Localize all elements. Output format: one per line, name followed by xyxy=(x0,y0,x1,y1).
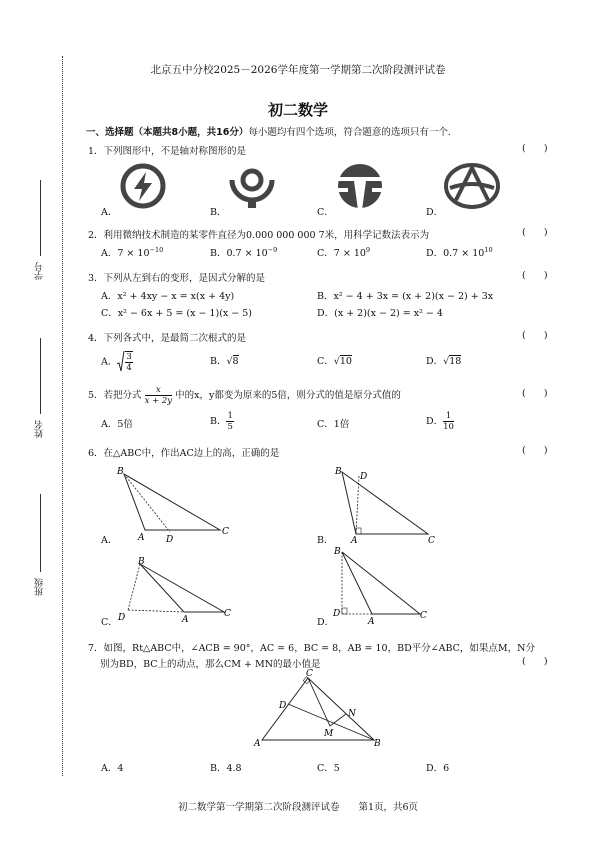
q6-figure-c xyxy=(112,554,236,626)
svg-text:B: B xyxy=(138,557,145,567)
q4-option-a[interactable] xyxy=(101,351,133,373)
q4-option-a-label: A． xyxy=(101,356,118,368)
svg-text:M: M xyxy=(324,729,334,739)
q4-option-a-num: 3 xyxy=(126,352,132,362)
q1-figure-c-bridge-icon xyxy=(332,160,388,212)
answer-paren-4[interactable]: ( ) xyxy=(522,330,548,341)
question-7-line-2: 别为BD，BC上的动点，那么CM + MN的最小值是 xyxy=(100,659,321,670)
q6-option-d[interactable]: D． xyxy=(317,617,335,628)
q2-option-b-exp: −9 xyxy=(267,245,278,254)
q4-option-a-radical xyxy=(117,351,132,373)
q1-option-c[interactable]: C． xyxy=(317,207,334,218)
q6-figure-a xyxy=(112,462,232,544)
q5-text-b: 中的x，y都变为原来的5倍，则分式的值是原分式值的 xyxy=(175,390,401,401)
question-6: 6．在△ABC中，作出AC边上的高，正确的是 xyxy=(88,448,280,459)
svg-text:B: B xyxy=(334,547,341,557)
section-lead: 一、选择题（本题共8小题，共16分） xyxy=(86,127,249,138)
page-footer: 初二数学第一学期第二次阶段测评试卷 第1页，共6页 xyxy=(177,802,419,813)
q5-fraction-num: x xyxy=(145,385,173,396)
question-3: 3．下列从左到右的变形，是因式分解的是 xyxy=(88,273,266,284)
q6-option-b[interactable]: B． xyxy=(317,535,334,546)
q1-figure-a-lightning-icon xyxy=(115,161,171,211)
q2-option-a[interactable] xyxy=(101,245,163,259)
svg-text:C: C xyxy=(306,669,313,679)
q7-option-d[interactable]: D．6 xyxy=(426,763,450,774)
q3-option-c[interactable]: C．x² − 6x + 5 = (x − 1)(x − 5) xyxy=(101,308,253,319)
exam-header: 北京五中分校2025－2026学年度第一学期第二次阶段测评试卷 xyxy=(150,64,446,76)
q5-option-b-label: B． xyxy=(210,416,227,427)
svg-text:A: A xyxy=(254,739,261,749)
q5-fraction-den: x + 2y xyxy=(144,396,173,406)
class-blank[interactable] xyxy=(40,494,41,572)
svg-text:C: C xyxy=(224,609,231,619)
q3-option-d[interactable]: D．(x + 2)(x − 2) = x² − 4 xyxy=(317,308,443,319)
q2-option-b[interactable] xyxy=(210,245,277,259)
q2-option-c[interactable] xyxy=(317,245,370,259)
q4-option-c-label: C． xyxy=(317,356,334,367)
q7-option-b[interactable]: B．4.8 xyxy=(210,763,242,774)
answer-paren-1[interactable]: ( ) xyxy=(522,143,548,154)
q7-option-c[interactable]: C．5 xyxy=(317,763,340,774)
answer-paren-5[interactable]: ( ) xyxy=(522,388,548,399)
q4-option-d-radicand: 18 xyxy=(449,356,462,367)
q4-option-c[interactable]: C．√10 xyxy=(317,356,352,367)
q2-option-a-base: A．7 × 10 xyxy=(101,248,150,259)
q3-option-a[interactable]: A．x² + 4xy − x = x(x + 4y) xyxy=(101,291,235,302)
q7-option-a[interactable]: A．4 xyxy=(101,763,124,774)
q5-option-d[interactable] xyxy=(426,411,454,432)
q6-option-c[interactable]: C． xyxy=(101,617,118,628)
q4-option-b-radicand: 8 xyxy=(232,356,239,367)
page-title: 初二数学 xyxy=(267,101,328,119)
q2-option-c-exp: 9 xyxy=(365,245,371,254)
q5-option-b-den: 5 xyxy=(227,422,233,432)
answer-paren-7[interactable]: ( ) xyxy=(522,656,548,667)
question-7-line-1: 7．如图，Rt△ABC中，∠ACB = 90°，AC = 6，BC = 8，AB = 10，BD平分∠ABC，如果点M，N分 xyxy=(88,643,535,654)
svg-text:A: A xyxy=(182,615,189,625)
binding-line xyxy=(62,56,63,776)
svg-text:B: B xyxy=(335,467,342,477)
svg-text:A: A xyxy=(368,617,375,626)
q4-option-b[interactable]: B．√8 xyxy=(210,356,239,367)
q1-option-d[interactable]: D． xyxy=(426,207,444,218)
q7-figure xyxy=(250,668,384,752)
q6-option-a[interactable]: A． xyxy=(101,535,118,546)
name-blank[interactable] xyxy=(40,338,41,414)
q1-figure-b-ring-icon xyxy=(224,160,280,212)
q5-option-a[interactable]: A．5倍 xyxy=(101,419,133,430)
q5-option-b[interactable] xyxy=(210,411,234,432)
answer-paren-2[interactable]: ( ) xyxy=(522,227,548,238)
section-rest: 每小题均有四个选项，符合题意的选项只有一个. xyxy=(248,127,451,138)
svg-text:D: D xyxy=(360,472,368,482)
section-heading xyxy=(86,124,451,138)
q2-option-c-base: C．7 × 10 xyxy=(317,248,366,259)
q5-option-c[interactable]: C．1倍 xyxy=(317,419,350,430)
q6-figure-b xyxy=(328,462,436,544)
question-5 xyxy=(88,385,401,406)
q5-text-a: 5．若把分式 xyxy=(88,390,142,401)
q2-option-d-base: D．0.7 × 10 xyxy=(426,248,485,259)
q2-option-d[interactable] xyxy=(426,245,493,259)
svg-text:C: C xyxy=(428,536,435,544)
q5-option-d-label: D． xyxy=(426,416,444,427)
q2-option-d-exp: 10 xyxy=(484,245,493,254)
svg-text:B: B xyxy=(117,467,124,477)
svg-text:C: C xyxy=(420,611,427,621)
q1-figure-d-arch-icon xyxy=(442,160,502,212)
answer-paren-3[interactable]: ( ) xyxy=(522,270,548,281)
q5-option-d-num: 1 xyxy=(443,411,454,422)
q4-option-d[interactable]: D．√18 xyxy=(426,356,462,367)
svg-text:A: A xyxy=(138,533,145,543)
q5-option-d-den: 10 xyxy=(443,422,454,432)
q4-option-c-radicand: 10 xyxy=(339,356,352,367)
svg-text:A: A xyxy=(351,536,358,544)
svg-text:D: D xyxy=(118,613,126,623)
q2-option-a-exp: −10 xyxy=(149,245,164,254)
svg-text:B: B xyxy=(374,739,381,749)
q1-option-a[interactable]: A． xyxy=(101,207,118,218)
question-4: 4．下列各式中，是最简二次根式的是 xyxy=(88,333,247,344)
q4-option-d-label: D． xyxy=(426,356,444,367)
q4-option-a-den: 4 xyxy=(126,363,132,373)
question-2: 2．利用微纳技术制造的某零件直径为0.000 000 000 7米，用科学记数法表示为 xyxy=(88,230,430,241)
q3-option-b[interactable]: B．x² − 4 + 3x = (x + 2)(x − 2) + 3x xyxy=(317,291,494,302)
student-id-blank[interactable] xyxy=(40,180,41,256)
class-label: 班级 xyxy=(35,578,45,596)
svg-text:D: D xyxy=(166,535,174,544)
svg-text:C: C xyxy=(222,527,229,537)
svg-text:D: D xyxy=(279,701,287,711)
q4-option-b-label: B． xyxy=(210,356,227,367)
q2-option-b-base: B．0.7 × 10 xyxy=(210,248,268,259)
answer-paren-6[interactable]: ( ) xyxy=(522,445,548,456)
student-id-label: 学号 xyxy=(35,262,45,280)
question-1: 1．下列图形中，不是轴对称图形的是 xyxy=(88,146,247,157)
name-label: 姓名 xyxy=(35,420,45,438)
q6-figure-d xyxy=(328,546,436,626)
svg-text:D: D xyxy=(333,609,341,619)
q1-option-b[interactable]: B． xyxy=(210,207,227,218)
svg-text:N: N xyxy=(348,709,356,719)
q5-option-b-num: 1 xyxy=(227,411,233,421)
